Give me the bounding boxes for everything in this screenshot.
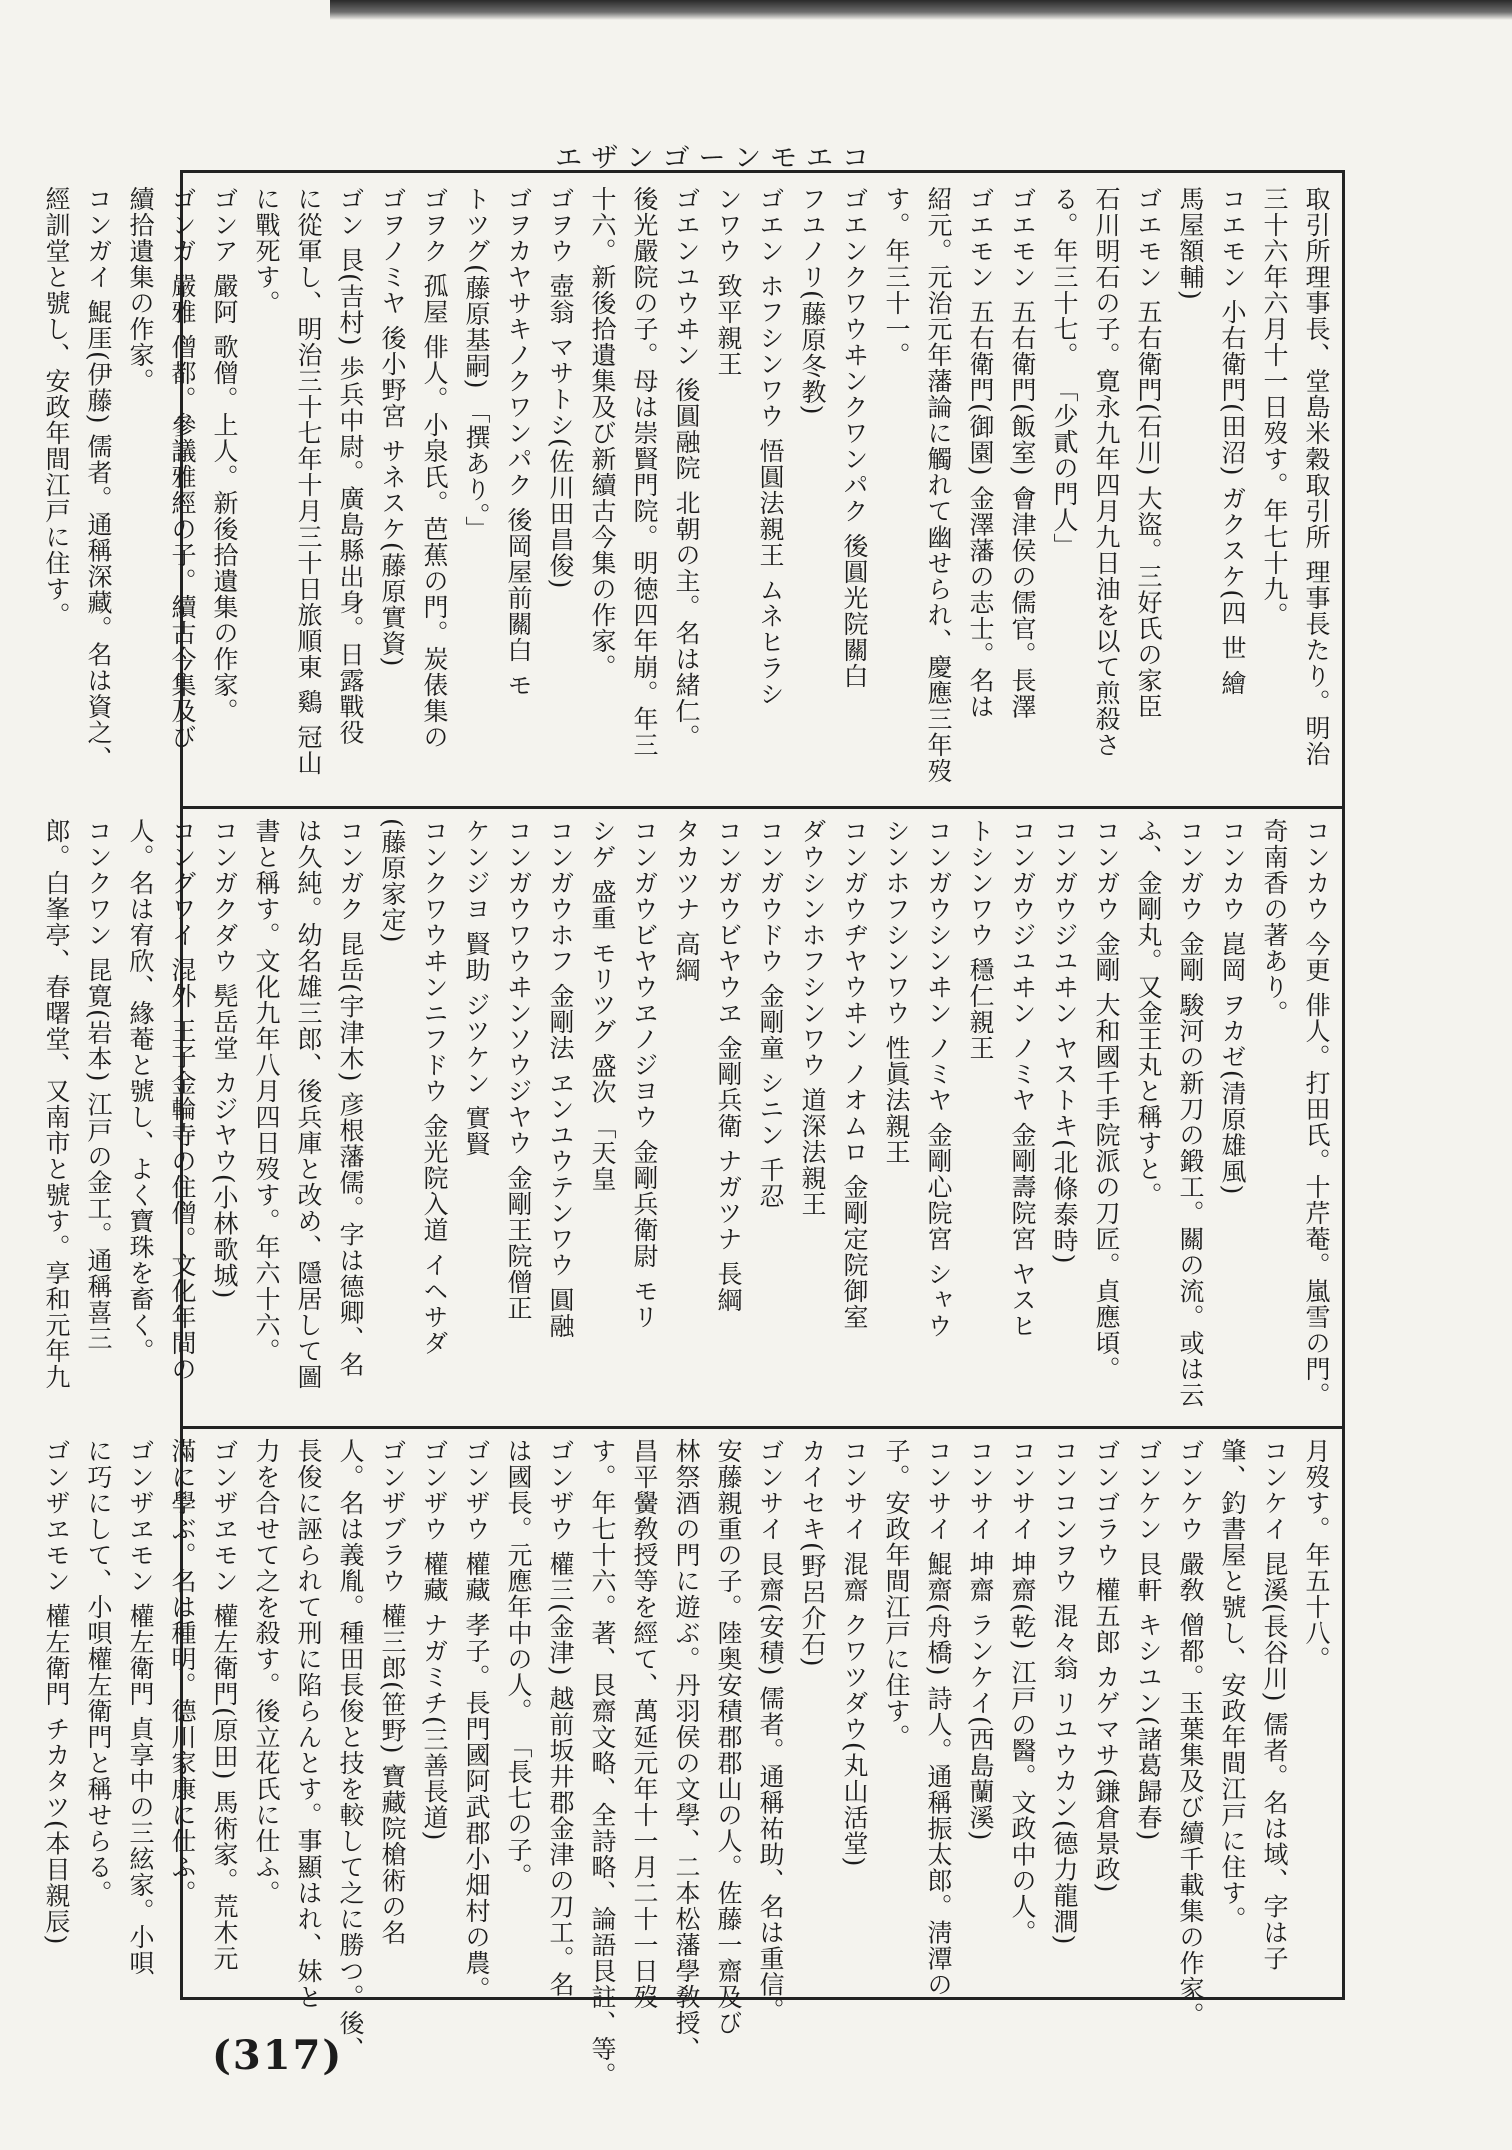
- text-column: トツグ(藤原基嗣) 「撰あり。」: [462, 186, 491, 542]
- text-column: ゴンケウ 嚴敎 僧都。玉葉集及び續千載集の作家。: [1176, 1438, 1205, 2028]
- text-column: ゴンザブラウ 權三郎(笹野) 寶藏院槍術の名: [378, 1438, 407, 1946]
- text-column: コンガウ 金剛 駿河の新刀の鍛工。關の流。或は云: [1176, 818, 1205, 1408]
- text-column: 經訓堂と號し、安政年間江戸に住す。: [42, 186, 71, 628]
- text-column: ゴンゴラウ 權五郎 カゲマサ(鎌倉景政): [1092, 1438, 1121, 1894]
- text-column: コンガウヂヤウヰン ノオムロ 金剛定院御室: [840, 818, 869, 1330]
- text-column: す。年七十六。著、艮齋文略、全詩略、論語艮註、等。: [588, 1438, 617, 2088]
- text-column: 十六。新後拾遺集及び新續古今集の作家。: [588, 186, 617, 680]
- text-column: カイセキ(野呂介石): [798, 1438, 827, 1668]
- text-column: 石川明石の子。寛永九年四月九日油を以て煎殺さ: [1092, 186, 1121, 758]
- text-column: る。年三十七。 「少貳の門人」: [1050, 186, 1079, 559]
- scan-edge-shadow: [330, 0, 1512, 20]
- text-column: ゴンザヱモン 權左衛門 貞享中の三絃家。小唄: [126, 1438, 155, 1976]
- text-column: ゴンザウ 權藏 孝子。長門國阿武郡小畑村の農。: [462, 1438, 491, 2002]
- text-column: 力を合せて之を殺す。後立花氏に仕ふ。: [252, 1438, 281, 1906]
- text-column: コンガウビヤウヱ 金剛兵衛 ナガツナ 長綱: [714, 818, 743, 1313]
- text-column: 林祭酒の門に遊ぶ。丹羽侯の文學、二本松藩學敎授、: [672, 1438, 701, 2062]
- text-column: ゴヲカヤサキノクワンパク 後岡屋前關白 モ: [504, 186, 533, 698]
- text-column: シゲ 盛重 モリツグ 盛次 「天皇: [588, 818, 617, 1192]
- text-column: コンサイ 鯤齋(舟橋) 詩人。通稱振太郎。淸潭の: [924, 1438, 953, 1998]
- text-column: ゴエモン 五右衛門(石川) 大盜。三好氏の家臣: [1134, 186, 1163, 720]
- section-divider-1: [180, 806, 1345, 809]
- text-column: コンガウワウヰンソウジヤウ 金剛王院僧正: [504, 818, 533, 1321]
- text-column: コンサイ 坤齋 ランケイ(西島蘭溪): [966, 1438, 995, 1842]
- text-column: ゴンザヱモン 權左衛門 チカタツ(本目親辰): [42, 1438, 71, 1946]
- text-column: 紹元。元治元年藩論に觸れて幽せられ、慶應三年歿: [924, 186, 953, 784]
- text-column: コエモン 小右衛門(田沼) ガクスケ(四 世 繪: [1218, 186, 1247, 697]
- text-column: ダウシンホフシンワウ 道深法親王: [798, 818, 827, 1217]
- text-column: ゴンケン 艮軒 キシユン(諸葛歸春): [1134, 1438, 1163, 1842]
- text-column: コンコンヲウ 混々翁 リユウカン(德力龍澗): [1050, 1438, 1079, 1946]
- text-column: コンガウドウ 金剛童 シニン 千忍: [756, 818, 785, 1209]
- text-column: コンガウ 金剛 大和國千手院派の刀匠。貞應頃。: [1092, 818, 1121, 1382]
- running-header: エザンゴーンモエコ: [555, 143, 878, 174]
- text-column: 月歿す。年五十八。: [1302, 1438, 1331, 1672]
- text-column: 子。安政年間江戸に住す。: [882, 1438, 911, 1750]
- text-column: コンケイ 昆溪(長谷川) 儒者。名は域、字は子: [1260, 1438, 1289, 1972]
- text-column: 長俊に誣られて刑に陷らんとす。事顯はれ、妹と: [294, 1438, 323, 2010]
- text-column: ゴンサイ 艮齋(安積) 儒者。通稱祐助、名は重信。: [756, 1438, 785, 2024]
- text-column: 人。名は宥欣、緣菴と號し、よく寶珠を畜く。: [126, 818, 155, 1364]
- text-column: ゴンザヱモン 權左衛門(原田) 馬術家。荒木元: [210, 1438, 239, 1972]
- text-column: ゴエンクワウヰンクワンパク 後圓光院關白: [840, 186, 869, 689]
- text-column: ゴンガ 嚴雅 僧都。參議雅經の子。續古今集及び: [168, 186, 197, 750]
- text-column: コンガクダウ 髡岳堂 カジヤウ(小林歌城): [210, 818, 239, 1300]
- text-column: に從軍し、明治三十七年十月三十日旅順東 鷄 冠山: [294, 186, 323, 776]
- text-column: に巧にして、小唄權左衛門と稱せらる。: [84, 1438, 113, 1906]
- text-column: コンカウ 崑岡 ヲカゼ(清原雄風): [1218, 818, 1247, 1196]
- text-column: 三十六年六月十一日歿す。年七十九。: [1260, 186, 1289, 628]
- text-column: コンガイ 鯤厓(伊藤) 儒者。通稱深藏。名は資之、: [84, 186, 113, 772]
- text-column: す。年三十一。: [882, 186, 911, 368]
- text-column: シンホフシンワウ 性眞法親王: [882, 818, 911, 1165]
- text-column: ンワウ 致平親王: [714, 186, 743, 377]
- text-column: ゴンザウ 權藏 ナガミチ(三善長道): [420, 1438, 449, 1842]
- text-column: コンガウビヤウヱノジヨウ 金剛兵衛尉 モリ: [630, 818, 659, 1330]
- text-column: コンクワウヰンニフドウ 金光院入道 イヘサダ: [420, 818, 449, 1356]
- text-column: コンガウシンヰン ノミヤ 金剛心院宮 シャウ: [924, 818, 953, 1339]
- text-column: (藤原家定): [378, 818, 407, 944]
- text-column: コンガウジユヰン ヤストキ(北條泰時): [1050, 818, 1079, 1265]
- text-column: コンクワン 昆寛(岩本) 江戸の金工。通稱喜三: [84, 818, 113, 1352]
- text-column: 安藤親重の子。陸奥安積郡郡山の人。佐藤一齋及び: [714, 1438, 743, 2036]
- text-column: ケンジヨ 賢助 ジツケン 實賢: [462, 818, 491, 1157]
- text-column: コンガウホフ 金剛法 ヱンユウテンワウ 圓融: [546, 818, 575, 1339]
- text-column: ゴエモン 五右衛門(飯室) 會津侯の儒官。長澤: [1008, 186, 1037, 720]
- text-column: は國長。元應年中の人。 「長七の子。: [504, 1438, 533, 1889]
- dictionary-section-2: [42, 818, 1331, 1418]
- text-column: トシンワウ 穩仁親王: [966, 818, 995, 1061]
- text-column: コンガウジユヰン ノミヤ 金剛壽院宮 ヤスヒ: [1008, 818, 1037, 1339]
- text-column: 書と稱す。文化九年八月四日歿す。年六十六。: [252, 818, 281, 1364]
- text-column: に戰死す。: [252, 186, 281, 316]
- text-column: 奇南香の著あり。: [1260, 818, 1289, 1026]
- text-column: ゴエン ホフシンワウ 悟圓法親王 ムネヒラシ: [756, 186, 785, 707]
- text-column: ゴンア 嚴阿 歌僧。上人。新後拾遺集の作家。: [210, 186, 239, 724]
- text-column: コンガク 昆岳(宇津木) 彦根藩儒。字は德卿、名: [336, 818, 365, 1378]
- text-column: 後光嚴院の子。母は崇賢門院。明徳四年崩。年三: [630, 186, 659, 758]
- text-column: は久純。幼名雄三郎、後兵庫と改め、隱居して圖: [294, 818, 323, 1390]
- text-column: 昌平黌敎授等を經て、萬延元年十一月二十一日歿: [630, 1438, 659, 2010]
- text-column: 肇、釣書屋と號し、安政年間江戸に住す。: [1218, 1438, 1247, 1932]
- text-column: ゴンザウ 權三(金津) 越前坂井郡金津の刀工。名: [546, 1438, 575, 1998]
- text-column: ゴヲウ 壺翁 マサトシ(佐川田昌俊): [546, 186, 575, 590]
- text-column: 郎。白峯亭、春曙堂、又南市と號す。享和元年九: [42, 818, 71, 1390]
- text-column: ゴヲノミヤ 後小野宮 サネスケ(藤原實資): [378, 186, 407, 668]
- text-column: コンカウ 今更 俳人。打田氏。十芹菴。嵐雪の門。: [1302, 818, 1331, 1408]
- text-column: ゴエモン 五右衛門(御園) 金澤藩の志士。名は: [966, 186, 995, 720]
- text-column: 人。名は義胤。種田長俊と技を較して之に勝つ。後、: [336, 1438, 365, 2062]
- page-number: (317): [212, 2032, 344, 2079]
- section-divider-2: [180, 1426, 1345, 1429]
- dictionary-section-1: [42, 186, 1331, 798]
- text-column: タカツナ 高綱: [672, 818, 701, 983]
- text-column: ゴン 艮(吉村) 歩兵中尉。廣島縣出身。日露戰役: [336, 186, 365, 746]
- text-column: 滿に學ぶ。名は種明。德川家康に仕ふ。: [168, 1438, 197, 1906]
- text-column: 取引所理事長、堂島米穀取引所 理事長たり。明治: [1302, 186, 1331, 767]
- text-column: ふ、金剛丸。又金王丸と稱すと。: [1134, 818, 1163, 1208]
- text-column: コングワイ 混外 王子金輪寺の住僧。文化年間の: [168, 818, 197, 1382]
- text-column: 馬屋額輔): [1176, 186, 1205, 301]
- text-column: ゴヲク 孤屋 俳人。小泉氏。芭蕉の門。炭俵集の: [420, 186, 449, 750]
- text-column: フユノリ(藤原冬教): [798, 186, 827, 416]
- text-column: コンサイ 混齋 クワツダウ(丸山活堂): [840, 1438, 869, 1868]
- text-column: 續拾遺集の作家。: [126, 186, 155, 394]
- text-column: コンサイ 坤齋(乾) 江戸の醫。文政中の人。: [1008, 1438, 1037, 1946]
- text-column: ゴエンユウヰン 後圓融院 北朝の主。名は緒仁。: [672, 186, 701, 750]
